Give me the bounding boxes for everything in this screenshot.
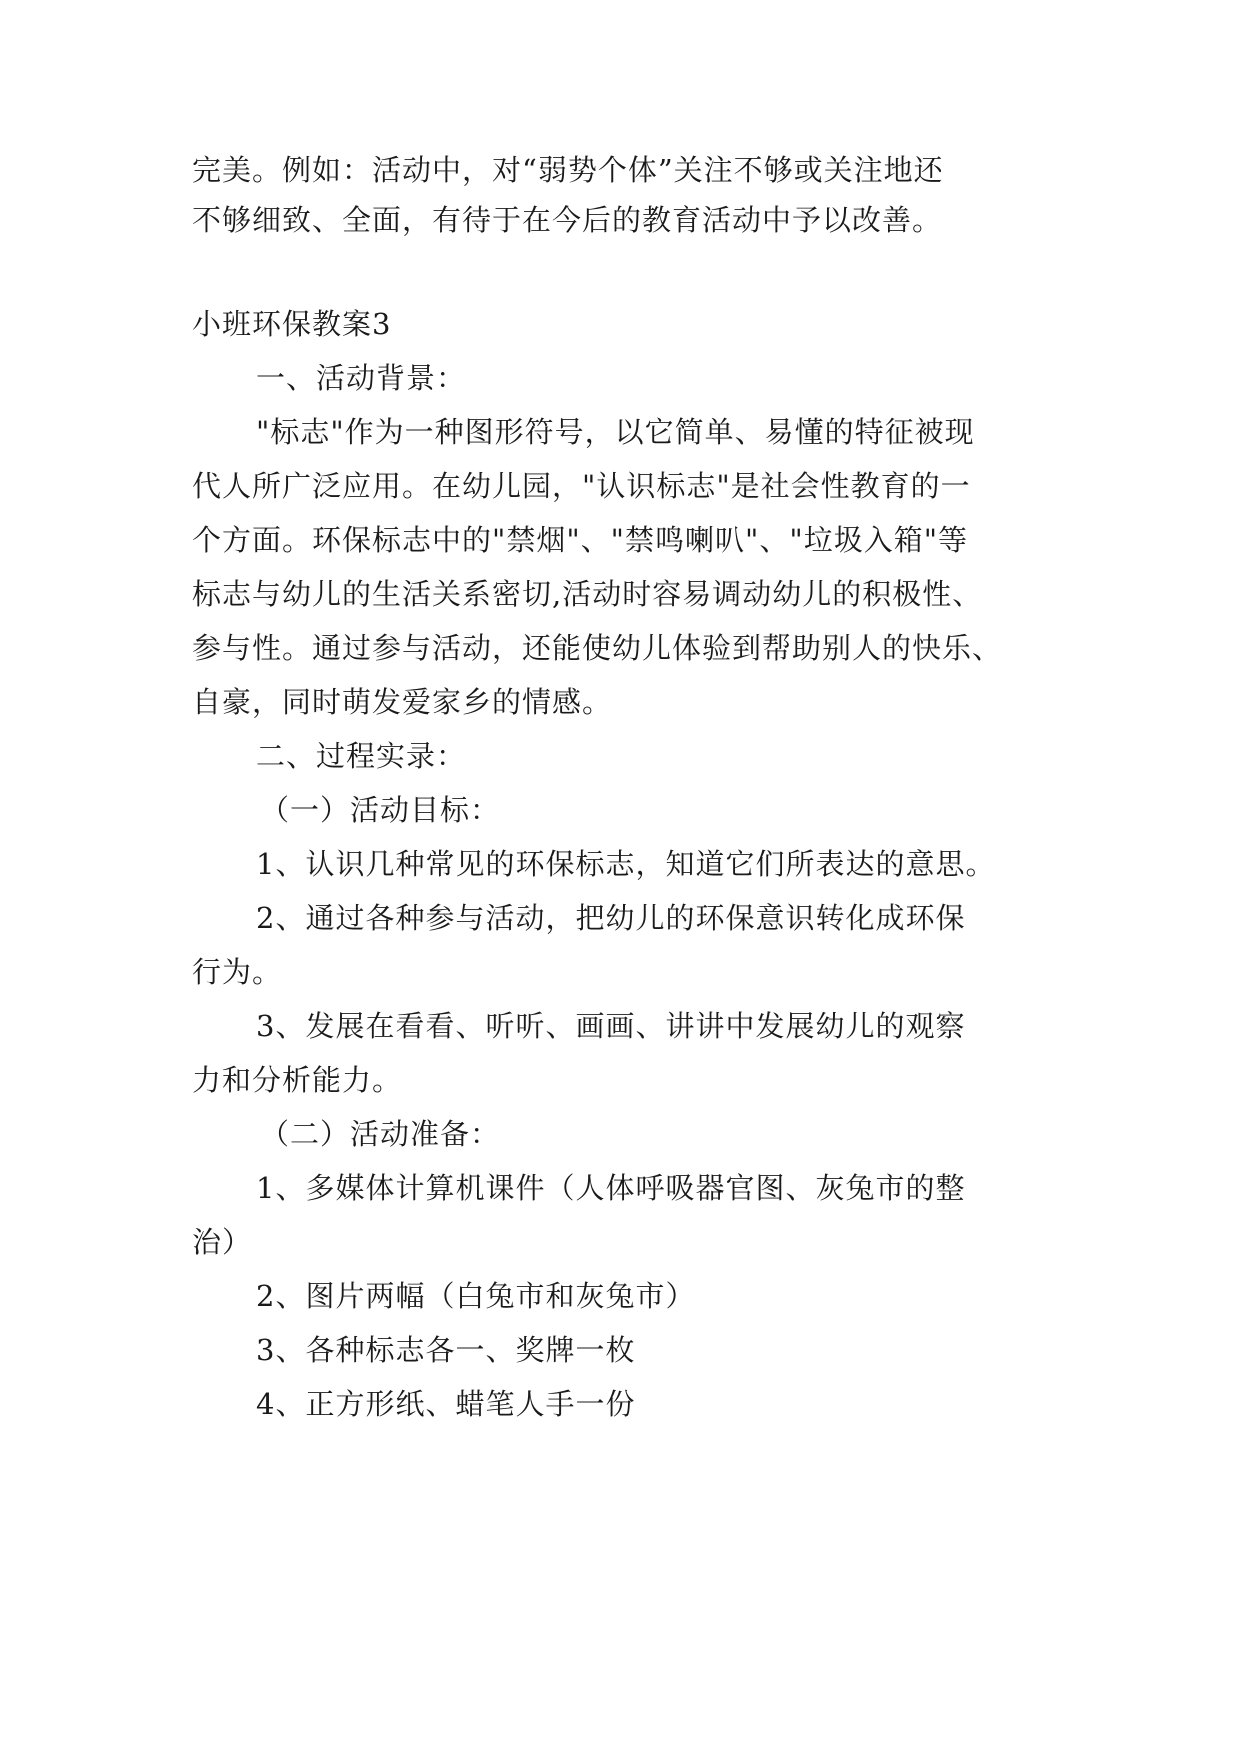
paragraph-line: 个方面。环保标志中的"禁烟"、"禁鸣喇叭"、"垃圾入箱"等 [192, 523, 969, 557]
heading-activity-background: 一、活动背景： [256, 361, 467, 395]
heading-process-record: 二、过程实录： [256, 739, 467, 773]
list-item: 2、通过各种参与活动，把幼儿的环保意识转化成环保 [256, 901, 966, 935]
subheading-activity-goals: （一）活动目标： [260, 793, 501, 827]
paragraph-line: 参与性。通过参与活动，还能使幼儿体验到帮助别人的快乐、 [192, 631, 1003, 665]
list-item: 3、发展在看看、听听、画画、讲讲中发展幼儿的观察 [256, 1009, 966, 1043]
paragraph-line: 自豪，同时萌发爱家乡的情感。 [192, 685, 613, 719]
paragraph-line: 完美。例如：活动中，对“弱势个体”关注不够或关注地还 [192, 153, 944, 187]
paragraph-line: 代人所广泛应用。在幼儿园，"认识标志"是社会性教育的一 [192, 469, 971, 503]
list-item-continuation: 治） [192, 1225, 253, 1259]
list-item: 1、多媒体计算机课件（人体呼吸器官图、灰兔市的整 [256, 1171, 966, 1205]
list-item-continuation: 力和分析能力。 [192, 1063, 403, 1097]
list-item: 1、认识几种常见的环保标志，知道它们所表达的意思。 [256, 847, 996, 881]
section-title: 小班环保教案3 [192, 307, 392, 341]
subheading-activity-preparation: （二）活动准备： [260, 1117, 501, 1151]
paragraph-line: 标志与幼儿的生活关系密切,活动时容易调动幼儿的积极性、 [192, 577, 983, 611]
paragraph-line: "标志"作为一种图形符号，以它简单、易懂的特征被现 [256, 415, 975, 449]
list-item: 4、正方形纸、蜡笔人手一份 [256, 1387, 636, 1421]
list-item: 3、各种标志各一、奖牌一枚 [256, 1333, 636, 1367]
list-item: 2、图片两幅（白兔市和灰兔市） [256, 1279, 696, 1313]
paragraph-line: 不够细致、全面，有待于在今后的教育活动中予以改善。 [192, 203, 943, 237]
list-item-continuation: 行为。 [192, 955, 283, 989]
